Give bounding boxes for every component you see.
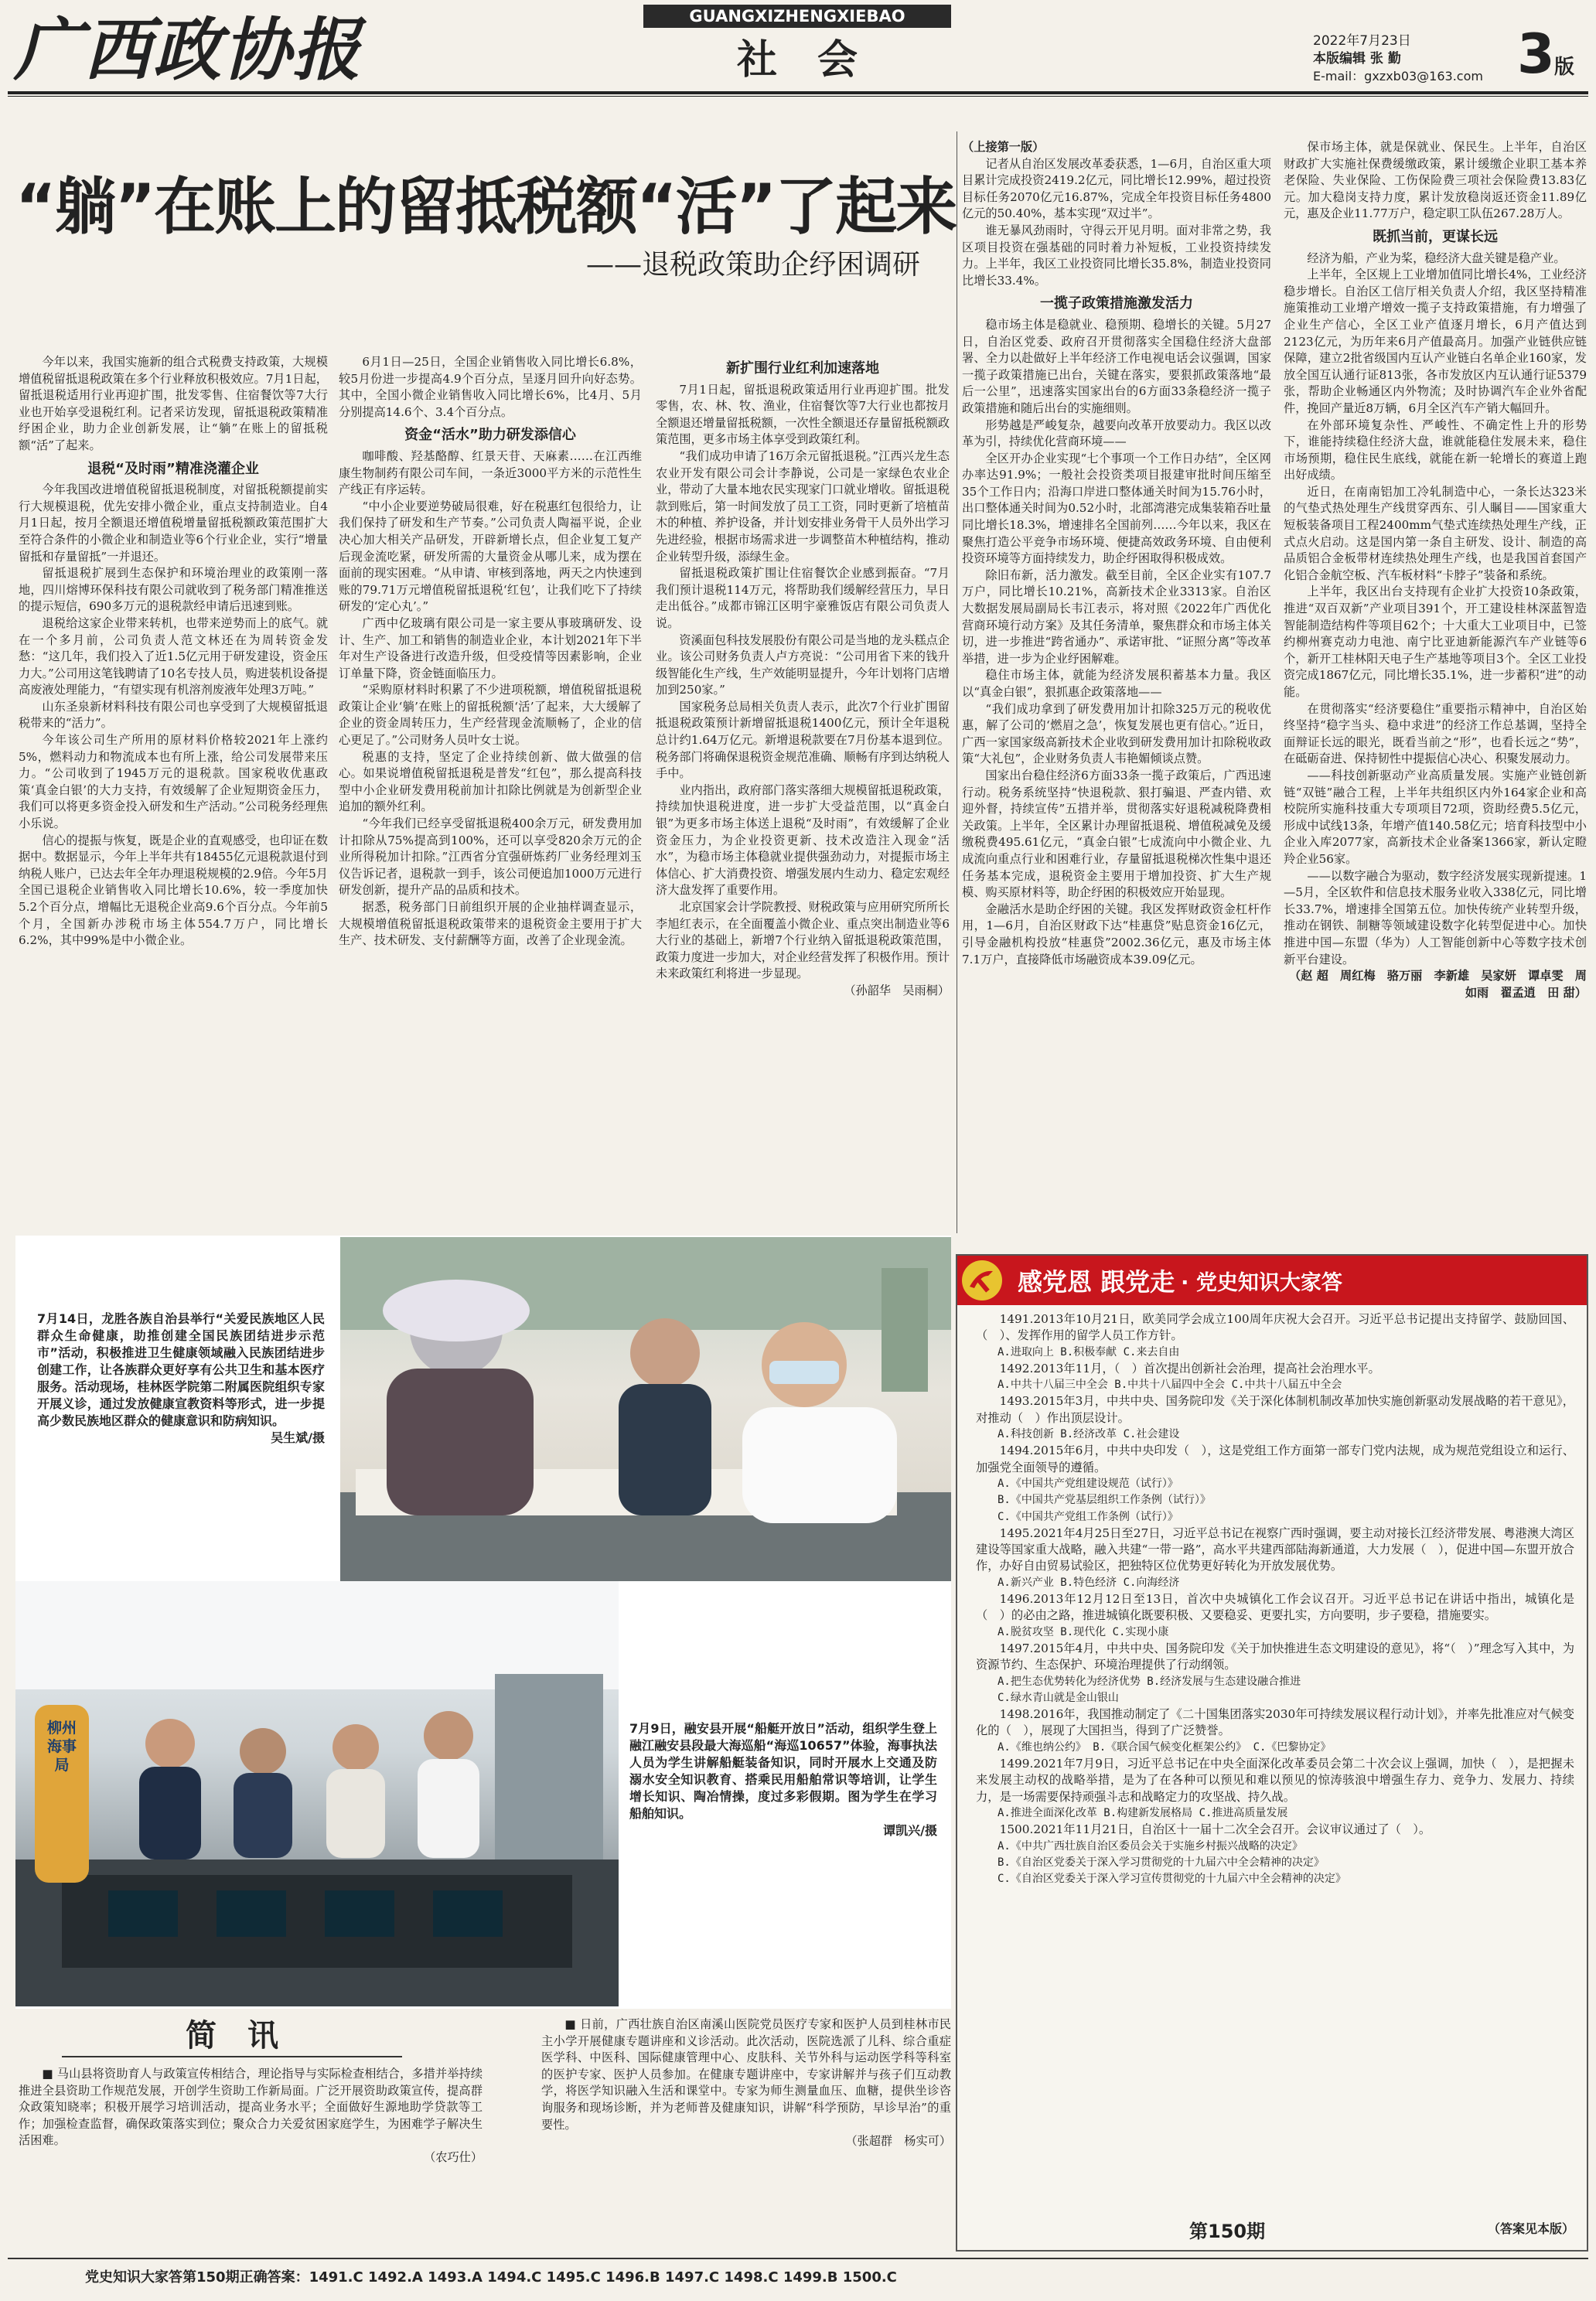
photo-medical-checkup: [340, 1237, 951, 1581]
photo-illustration: [340, 1237, 951, 1581]
article-column-5: [1284, 139, 1587, 1245]
photo-credit: 谭凯兴/摄: [883, 1823, 937, 1838]
paragraph: 据悉，税务部门日前组织开展的企业抽样调查显示，大规模增值税留抵退税政策带来的退税资金主要用于扩大生产、技术研发、支付薪酬等方面，改善了企业现金流。: [339, 900, 642, 948]
brief-item-2: [541, 2016, 951, 2236]
paragraph: 上半年，全区规上工业增加值同比增长4%，工业经济稳步增长。自治区工信厅相关负责人介绍，我区坚持精准施策推动工业增产增效一揽子支持政策措施，有力增强了企业生产信心，全区工业产值逐月增长，6月产值达到2123亿元，为历年来6月产值最高月。加强产业链供应链保障，建立2批省级国内互认产业链白名单企业160家，发放全国互认通行证813张，各市发放区内互认通行证5379张，帮助企业畅通区内外物流；及时协调汽车企业外省配件，挽回产量近8万辆，6月全区汽车产销大幅回升。: [1284, 268, 1587, 415]
paragraph: 金融活水是助企纾困的关键。我区发挥财政资金杠杆作用，1—6月，自治区财政下达“桂惠贷”贴息资金16亿元，引导金融机构投放“桂惠贷”2002.36亿元，惠及市场主体7.1万户，直接降低市场融资成本39.09亿元。: [962, 902, 1271, 966]
photo-ship-bridge: [15, 1581, 619, 2006]
quiz-answer-note: （答案见本版）: [1487, 2221, 1574, 2236]
quiz-question: 1492.2013年11月，（ ）首次提出创新社会治理，提高社会治理水平。: [999, 1361, 1380, 1375]
masthead-rule-thin: [8, 96, 1588, 97]
quiz-question: 1500.2021年11月21日，自治区十一届十二次全会召开。会议审议通过了（ ）。: [999, 1822, 1431, 1837]
quiz-options: A.脱贫攻坚 B.现代化 C.实现小康: [998, 1625, 1169, 1638]
quiz-question: 1494.2015年6月，中共中央印发（ ），这是党组工作方面第一部专门党内法规，成为规范党组设立和运行、加强党全面领导的遵循。: [976, 1444, 1574, 1474]
quiz-box: [956, 1254, 1588, 2252]
quiz-options: A.把生态优势转化为经济优势 B.经济发展与生态建设融合推进: [998, 1675, 1301, 1688]
footer-answers: 党史知识大家答第150期正确答案：1491.C 1492.A 1493.A 1494.C 1495.C 1496.B 1497.C 1498.C 1499.B 1500.C: [85, 2269, 897, 2286]
quiz-question: 1499.2021年7月9日，习近平总书记在中央全面深化改革委员会第二十次会议上强调，加快（ ），是把握未来发展主动权的战略举措，是为了在各种可以预见和难以预见的惊涛骇浪中增强生存力、竞争力、发展力、持续力，是一场需要保持顽强斗志和战略定力的攻坚战、持久战。: [976, 1757, 1574, 1804]
paragraph: 7月1日起，留抵退税政策适用行业再迎扩围。批发零售，农、林、牧、渔业，住宿餐饮等7大行业也都按月全额退还增量留抵税额，一次性全额退还存量留抵税额政策范围，更多市场主体享受到政策红利。: [656, 382, 950, 447]
author-credit: （赵 超 周红梅 骆万丽 李新雄 吴家妍 谭卓雯 周如雨 翟孟逍 田 甜）: [1289, 969, 1587, 1000]
paragraph: 6月1日—25日，全国企业销售收入同比增长6.8%，较5月份进一步提高4.9个百分点，呈逐月回升向好态势。其中，全国小微企业销售收入同比增长6%，比4月、5月分别提高14.6个、3.4个百分点。: [339, 355, 642, 419]
paragraph: 稳住市场主体，就能为经济发展积蓄基本力量。我区以“真金白银”，狠抓惠企政策落地——: [962, 668, 1271, 699]
paragraph: 全区开办企业实现“七个事项一个工作日办结”，全区网办率达91.9%；一般社会投资类项目报建审批时间压缩至35个工作日内；沿海口岸进口整体通关时间为15.76小时，出口整体通关时间为0.52小时，北部湾港完成集装箱吞吐量同比增长18.3%，增速排名全国前列……今年以来，我区在聚焦打造公平竞争市场环境、便捷高效政务环境、自由便利投资环境等方面持续发力，助企纾困取得积极成效。: [962, 451, 1271, 566]
masthead-pinyin: GUANGXIZHENGXIEBAO: [643, 5, 951, 28]
brief-credit: （农巧仕）: [424, 2149, 483, 2164]
footer-rule: [8, 2258, 1588, 2259]
caption-text: 7月9日，融安县开展“船艇开放日”活动，组织学生登上融江融安县段最大海巡船“海巡10657”体验，海事执法人员为学生讲解船艇装备知识，同时开展水上交通及防溺水安全知识教育、搭乘民用船舶常识等培训，让学生增长知识、陶冶情操，度过多彩假期。图为学生在学习船舶知识。: [629, 1721, 937, 1821]
paragraph: 信心的提振与恢复，既是企业的直观感受，也印证在数据中。数据显示，今年上半年共有18455亿元退税款退付到纳税人账户，已达去年全年办理退税规模的2.9倍。今年5月全国已退税企业销售收入同比增长10.6%，较一季度加快5.2个百分点，增幅比无退税企业高9.6个百分点。今年前5个月，全国新办涉税市场主体554.7万户，同比增长6.2%，其中99%是中小微企业。: [19, 833, 328, 948]
paragraph: 山东圣泉新材料科技有限公司也享受到了大规模留抵退税带来的“活力”。: [19, 699, 328, 731]
paragraph: 今年以来，我国实施新的组合式税费支持政策，大规模增值税留抵退税政策在多个行业释放积极效应。7月1日起，留抵退税适用行业再迎扩围，批发零售、住宿餐饮等7大行业也开始享受退税红利。记者采访发现，留抵退税政策精准纾困企业，助力企业创新发展，让“躺”在账上的留抵税额“活”了起来。: [19, 355, 328, 452]
paragraph: “今年我们已经享受留抵退税400余万元，研发费用加计扣除从75%提高到100%，还可以享受820余万元的企业所得税加计扣除。”江西省分宜强研炼药厂业务经理刘玉仪告诉记者，退税款一到手，该公司便追加1000万元进行研发创新，提升产品的品质和技术。: [339, 816, 642, 898]
paragraph: “我们成功申请了16万余元留抵退税。”江西兴龙生态农业开发有限公司会计李静说，公司是一家绿色农业企业，带动了大量本地农民实现家门口就业增收。留抵退税款到账后，第一时间发放了员工工资，同时更新了培植苗木的种植、养护设备，并计划安排业务骨干人员外出学习先进经验，根据市场需求进一步调整苗木种植结构，推动企业转型升级，添绿生金。: [656, 448, 950, 564]
brief-item-1: [19, 2066, 483, 2236]
quiz-options: C.绿水青山就是金山银山: [998, 1691, 1119, 1704]
paragraph: “中小企业要逆势破局很难，好在税惠红包很给力，让我们保持了研发和生产节奏。”公司负责人陶福平说，企业决心加大相关产品研发，开辟新增长点，但企业复工复产后现金流吃紧，研发所需的大量资金从哪儿来，成为摆在面前的现实困难。“从申请、审核到落地，两天之内快速到账的79.71万元增值税留抵退税‘红包’，让我们吃下了持续研发的‘定心丸’。”: [339, 499, 642, 614]
paragraph: 在外部环境复杂性、严峻性、不确定性上升的形势下，谁能持续稳住经济大盘，谁就能稳住发展未来，稳住市场预期，稳住民生底线，就能在新一轮增长的赛道上跑出好成绩。: [1284, 418, 1587, 482]
paragraph: 今年该公司生产所用的原材料价格较2021年上涨约5%，燃料动力和物流成本也有所上涨，给公司发展带来压力。“公司收到了1945万元的退税款。国家税收优惠政策‘真金白银’的大力支持，有效缓解了企业短期资金压力，我们可以将更多资金投入研发和生产活动。”公司税务经理焦小乐说。: [19, 733, 328, 831]
paragraph: 经济为船，产业为桨，稳经济大盘关键是稳产业。: [1307, 251, 1566, 265]
paragraph: 稳市场主体是稳就业、稳预期、稳增长的关键。5月27日，自治区党委、政府召开贯彻落实全国稳住经济大盘部署、全力以赴做好上半年经济工作电视电话会议强调，国家一揽子政策措施已出台，关键在落实，要狠抓政策落地“最后一公里”，迅速落实国家出台的6方面33条稳经济一揽子政策措施和随后出台的实施细则。: [962, 317, 1271, 415]
paragraph: 保市场主体，就是保就业、保民生。上半年，自治区财政扩大实施社保费缓缴政策，累计缓缴企业职工基本养老保险、失业保险、工伤保险费三项社会保险费13.83亿元。加大稳岗支持力度，累计发放稳岗返还资金11.89亿元，惠及企业11.77万户，稳定职工队伍267.28万人。: [1284, 140, 1587, 221]
paragraph: 上半年，我区出台支持现有企业扩大投资10条政策，推进“双百双新”产业项目391个，开工建设桂林深蓝智造智能制造结构件等项目62个；十大重大工业项目中，已签约柳州赛克动力电池、南宁比亚迪新能源汽车产业链等6个，新开工桂林阳天电子生产基地等项目3个。全区工业投资完成1867亿元，同比增长35.1%，进一步蓄积“进”的动能。: [1284, 585, 1587, 699]
bullet-square-icon: ■: [42, 2067, 57, 2081]
paragraph: 广西中亿玻璃有限公司是一家主要从事玻璃研发、设计、生产、加工和销售的制造业企业，本计划2021年下半年对生产设备进行改造升级，但受疫情等因素影响，企业订单量下降，资金链面临压力。: [339, 615, 642, 680]
newspaper-logo: 广西政协报: [14, 9, 363, 90]
paragraph: 留抵退税扩展到生态保护和环境治理业的政策刚一落地，四川熔博环保科技有限公司就收到了税务部门精准推送的提示短信，690多万元的退税款经申请后迅速到账。: [19, 566, 328, 614]
quiz-options: A.科技创新 B.经济改革 C.社会建设: [998, 1428, 1180, 1441]
quiz-options: B.《自治区党委关于深入学习贯彻党的十九届六中全会精神的决定》: [998, 1856, 1325, 1869]
caption-text: 7月14日，龙胜各族自治县举行“关爱民族地区人民群众生命健康，助推创建全国民族团结进步示范市”活动，积极推进卫生健康领域融入民族团结进步创建工作，让各族群众更好享有公共卫生和基本医疗服务。活动现场，桂林医学院第二附属医院组织专家开展义诊，通过发放健康宣教资料等形式，进一步提高少数民族地区群众的健康意识和防病知识。: [37, 1311, 325, 1428]
photo-credit: 吴生斌/摄: [271, 1430, 325, 1445]
paragraph: “采购原材料时积累了不少进项税额，增值税留抵退税政策让企业‘躺’在账上的留抵税额‘活’了起来，大大缓解了企业的资金周转压力，生产经营现金流顺畅了，企业的信心更足了。”公司财务人员叶女士说。: [339, 683, 642, 748]
masthead-rule: [8, 91, 1588, 94]
paragraph: 税惠的支持，坚定了企业持续创新、做大做强的信心。如果说增值税留抵退税是普发“红包”，那么提高科技型中小企业研发费用税前加计扣除比例就是为创新型企业追加的额外红利。: [339, 749, 642, 814]
paragraph: 谁无暴风劲雨时，守得云开见月明。面对非常之势，我区项目投资在强基础的同时着力补短板，工业投资持续发力。上半年，我区工业投资同比增长35.8%，制造业投资同比增长33.4%。: [962, 223, 1271, 288]
quiz-subtitle: · 党史知识大家答: [1181, 1270, 1342, 1295]
brief-text: ■ 日前，广西壮族自治区南溪山医院党员医疗专家和医护人员到桂林市民主小学开展健康专题讲座和义诊活动。此次活动，医院选派了儿科、综合重症医学科、中医科、国际健康管理中心、皮肤科、关节外科与运动医学科等科室的医护专家、医护人员参加。在健康专题讲座中，专家讲解并与孩子们互动教学，将医学知识融入生活和课堂中。专家为师生测量血压、血糖，提供坐诊咨询服务和现场诊断，并为老师普及健康知识，讲解“科学预防，早诊早治”的重要性。: [541, 2017, 951, 2132]
section-heading: 既抓当前，更谋长远: [1373, 228, 1498, 245]
paragraph: 在贯彻落实“经济要稳住”重要指示精神中，自治区始终坚持“稳字当头、稳中求进”的经济工作总基调，坚持全面辩证长远的眼光，既看当前之“形”，也看长远之“势”，在砥砺奋进、保持韧性中提振信心决心、积聚发展动力。: [1284, 701, 1587, 766]
paragraph: 国家税务总局相关负责人表示，此次7个行业扩围留抵退税政策预计新增留抵退税1400亿元，预计全年退税总计约1.64万亿元。新增退税款要在7月份基本退到位。税务部门将确保退税资金规范准确、顺畅有序到达纳税人手中。: [656, 699, 950, 781]
editor-email: E-mail：gxzxb03@163.com: [1313, 69, 1483, 84]
article-column-1: [19, 354, 328, 1236]
quiz-questions: [957, 1305, 1587, 2200]
article-column-3: [656, 354, 950, 1236]
bullet-square-icon: ■: [564, 2017, 581, 2031]
section-heading: 退税“及时雨”精准浇灌企业: [87, 460, 259, 477]
paragraph: 退税给这家企业带来转机，也带来逆势而上的底气。就在一个多月前，公司负责人范文林还在为周转资金发愁：“这几年，我们投入了近1.5亿元用于研发建设，资金压力大。”公司用这笔钱聘请了10名专技人员，购进装机设备提高废液处理能力，“有望实现有机溶剂废液年处理3万吨。”: [19, 615, 328, 697]
main-headline: “躺”在账上的留抵税额“活”了起来: [15, 171, 957, 243]
paragraph: “我们成功拿到了研发费用加计扣除325万元的税收优惠，解了公司的‘燃眉之急’，恢复发展也更有信心。”近日，广西一家国家级高新技术企业收到研发费用加计扣除税收政策“大礼包”，企业财务负责人韦艳媚倾谈点赞。: [962, 701, 1271, 766]
quiz-options: C.《自治区党委关于深入学习宣传贯彻党的十九届六中全会精神的决定》: [998, 1873, 1346, 1886]
quiz-question: 1491.2013年10月21日，欧美同学会成立100周年庆祝大会召开。习近平总书记提出支持留学、鼓励回国、（ ）、发挥作用的留学人员工作方针。: [976, 1312, 1574, 1343]
paragraph: ——科技创新驱动产业高质量发展。实施产业链创新链“双链”融合工程，上半年共组织区内外164家企业和高校院所实施科技重大专项项目72项，资助经费5.5亿元，形成中试线13条，年增产值140.58亿元；培育科技型中小企业入库2077家，高新技术企业备案1366家，新认定瞪羚企业56家。: [1284, 768, 1587, 866]
section-heading: 新扩围行业红利加速落地: [726, 360, 879, 377]
paragraph: 除旧布新，活力激发。截至目前，全区企业实有107.7万户，同比增长10.21%，高新技术企业3313家。自治区大数据发展局副局长韦江表示，将对照《2022年广西优化营商环境行动方案》及其任务清单，聚焦群众和市场主体关切，进一步推进“跨省通办”、承诺审批、“证照分离”等改革举措，进一步为企业纾困解难。: [962, 568, 1271, 666]
photo-caption-2: [620, 1713, 946, 1945]
paragraph: ——以数字融合为驱动，数字经济发展实现新提速。1—5月，全区软件和信息技术服务业收入338亿元，同比增长33.7%，增速排全国第五位。加快传统产业转型升级，推动在钢铁、制糖等领域建设数字化转型促进中心。加快推进中国—东盟（华为）人工智能创新中心等数字技术创新平台建设。: [1284, 868, 1587, 966]
quiz-question: 1495.2021年4月25日至27日，习近平总书记在视察广西时强调，要主动对接长江经济带发展、粤港澳大湾区建设等国家重大战略，融入共建“一带一路”，高水平共建西部陆海新通道，大力发展（ ），促进中国—东盟开放合作，办好自由贸易试验区，把独特区位优势更好转化为开放发展优势。: [976, 1525, 1574, 1573]
page-number: 3: [1517, 22, 1555, 86]
life-jacket-label: 柳州海事局: [46, 1720, 77, 1774]
page-unit: 版: [1554, 56, 1575, 79]
quiz-title: 感党恩 跟党走: [1018, 1267, 1175, 1297]
paragraph: 记者从自治区发展改革委获悉，1—6月，自治区重大项目累计完成投资2419.2亿元，同比增长12.99%，超过投资目标任务2070亿元16.87%，完成全年投资目标任务4800亿元的50.40%，基本实现“双过半”。: [962, 156, 1271, 221]
quiz-question: 1493.2015年3月，中共中央、国务院印发《关于深化体制机制改革加快实施创新驱动发展战略的若干意见》，对推动（ ）作出顶层设计。: [976, 1394, 1574, 1425]
continued-note: （上接第一版）: [962, 140, 1045, 154]
paragraph: 咖啡酸、羟基酪醇、红景天苷、天麻素……在江西维康生物制药有限公司车间，一条近3000平方米的示范性生产线正有序运转。: [339, 448, 642, 497]
quiz-issue: 第150期: [1189, 2221, 1266, 2242]
brief-credit: （张超群 杨实可）: [845, 2134, 951, 2149]
quiz-options: A.新兴产业 B.特色经济 C.向海经济: [998, 1576, 1180, 1589]
issue-date: 2022年7月23日: [1313, 33, 1411, 49]
paragraph: 留抵退税政策扩围让住宿餐饮企业感到振奋。“7月我们预计退税114万元，将帮助我们缓解经营压力，早日走出低谷。”成都市锦江区明宇豪雅饭店有限公司负责人说。: [656, 566, 950, 630]
quiz-header: [957, 1256, 1587, 1305]
section-name: 社 会: [736, 36, 858, 84]
author-credit: （孙韶华 吴雨桐）: [844, 983, 950, 997]
paragraph: 近日，在南南铝加工冷轧制造中心，一条长达323米的气垫式热处理生产线贯穿西东、引人瞩目——国家重大短板装备项目工程2400mm气垫式连续热处理生产线，正式点火启动。这是国内第一条自主研发、设计、制造的高品质铝合金板带材连续热处理生产线，也是我国首套国产化铝合金航空板、汽车板材料“卡脖子”装备和系统。: [1284, 484, 1587, 582]
paragraph: 业内指出，政府部门落实落细大规模留抵退税政策，持续加快退税进度，进一步扩大受益范围，以“真金白银”为更多市场主体送上退税“及时雨”，有效缓解了企业资金压力，为企业投资更新、技术改造注入现金“活水”，为稳市场主体稳就业提供强劲动力，对提振市场主体信心、扩大消费投资、增强发展内生动力、稳定宏观经济大盘发挥了重要作用。: [656, 782, 950, 898]
quiz-question: 1498.2016年，我国推动制定了《二十国集团落实2030年可持续发展议程行动计划》，并率先批准应对气候变化的（ ），展现了大国担当，得到了广泛赞誉。: [976, 1707, 1574, 1738]
paragraph: 资溪面包科技发展股份有限公司是当地的龙头糕点企业。该公司财务负责人卢方亮说：“公司用省下来的钱升级智能化生产线，生产效能明显提升，今年计划将门店增加到250家。”: [656, 632, 950, 697]
photo-caption-1: [28, 1303, 334, 1512]
section-heading: 资金“活水”助力研发添信心: [404, 427, 576, 444]
quiz-options: A.《维也纳公约》 B.《联合国气候变化框架公约》 C.《巴黎协定》: [998, 1740, 1332, 1754]
quiz-options: A.进取向上 B.积极奉献 C.来去自由: [998, 1345, 1180, 1358]
quiz-options: A.《中国共产党组建设规范（试行）》: [998, 1477, 1178, 1490]
photo-illustration: [15, 1581, 619, 2006]
quiz-options: A.《中共广西壮族自治区委员会关于实施乡村振兴战略的决定》: [998, 1839, 1303, 1853]
quiz-options: A.推进全面深化改革 B.构建新发展格局 C.推进高质量发展: [998, 1806, 1288, 1819]
paragraph: 北京国家会计学院教授、财税政策与应用研究所所长李旭红表示，在全面覆盖小微企业、重点突出制造业等6大行业的基础上，新增7个行业纳入留抵退税政策范围，政策力度进一步加大，对企业经营发挥了积极作用。预计未来政策红利将进一步显现。: [656, 900, 950, 981]
page-editor: 本版编辑 张 勤: [1313, 51, 1401, 66]
section-heading: 一揽子政策措施激发活力: [1040, 295, 1193, 312]
quiz-question: 1496.2013年12月12日至13日，首次中央城镇化工作会议召开。习近平总书记在讲话中指出，城镇化是（ ）的必由之路，推进城镇化既要积极、又要稳妥、更要扎实，方向要明，步子要稳，措施要实。: [976, 1592, 1574, 1623]
party-emblem-icon: [957, 1256, 1007, 1305]
article-column-4: [962, 139, 1271, 1245]
article-column-2: [339, 354, 642, 1236]
brief-title: 简 讯: [62, 2016, 402, 2057]
paragraph: 国家出台稳住经济6方面33条一揽子政策后，广西迅速行动。税务系统坚持“快退税款、狠打骗退、严查内错、欢迎外督，持续宣传”五措并举，贯彻落实好退税减税降费相关政策。上半年，全区累计办理留抵退税、增值税减免及缓缴税费495.61亿元，“真金白银”七成流向中小微企业、九成流向重点行业和困难行业，存量留抵退税梯次性集中退还任务基本完成，退税资金主要用于增加投资、扩大生产规模、购买原材料等，助企纾困的积极效应开始显现。: [962, 768, 1271, 900]
quiz-options: C.《中国共产党组工作条例（试行）》: [998, 1510, 1178, 1523]
quiz-question: 1497.2015年4月，中共中央、国务院印发《关于加快推进生态文明建设的意见》，将“（ ）”理念写入其中，为资源节约、生态保护、环境治理提供了行动纲领。: [976, 1641, 1574, 1672]
paragraph: 形势越是严峻复杂，越要向改革开放要动力。我区以改革为引，持续优化营商环境——: [962, 418, 1271, 449]
brief-text: ■ 马山县将资助育人与政策宣传相结合，理论指导与实际检查相结合，多措并举持续推进全县资助工作规范发展，开创学生资助工作新局面。广泛开展资助政策宣传，提高群众政策知晓率；积极开展学习培训活动，提高业务水平；全面做好生源地助学贷款等工作；加强检查监督，确保政策落实到位；聚众合力关爱贫困家庭学生，为困难学子解决生活困难。: [19, 2067, 483, 2148]
paragraph: 今年我国改进增值税留抵退税制度，对留抵税额提前实行大规模退税，优先安排小微企业，重点支持制造业。自4月1日起，按月全额退还增值税增量留抵税额政策范围扩大至符合条件的小微企业和制造业等6个行业企业，实行“增量留抵和存量留抵”一并退还。: [19, 482, 328, 564]
quiz-options: B.《中国共产党基层组织工作条例（试行）》: [998, 1494, 1211, 1507]
quiz-footer: [957, 2213, 1587, 2244]
sub-headline: ——退税政策助企纾困调研: [585, 249, 920, 281]
quiz-options: A.中共十八届三中全会 B.中共十八届四中全会 C.中共十八届五中全会: [998, 1379, 1342, 1392]
